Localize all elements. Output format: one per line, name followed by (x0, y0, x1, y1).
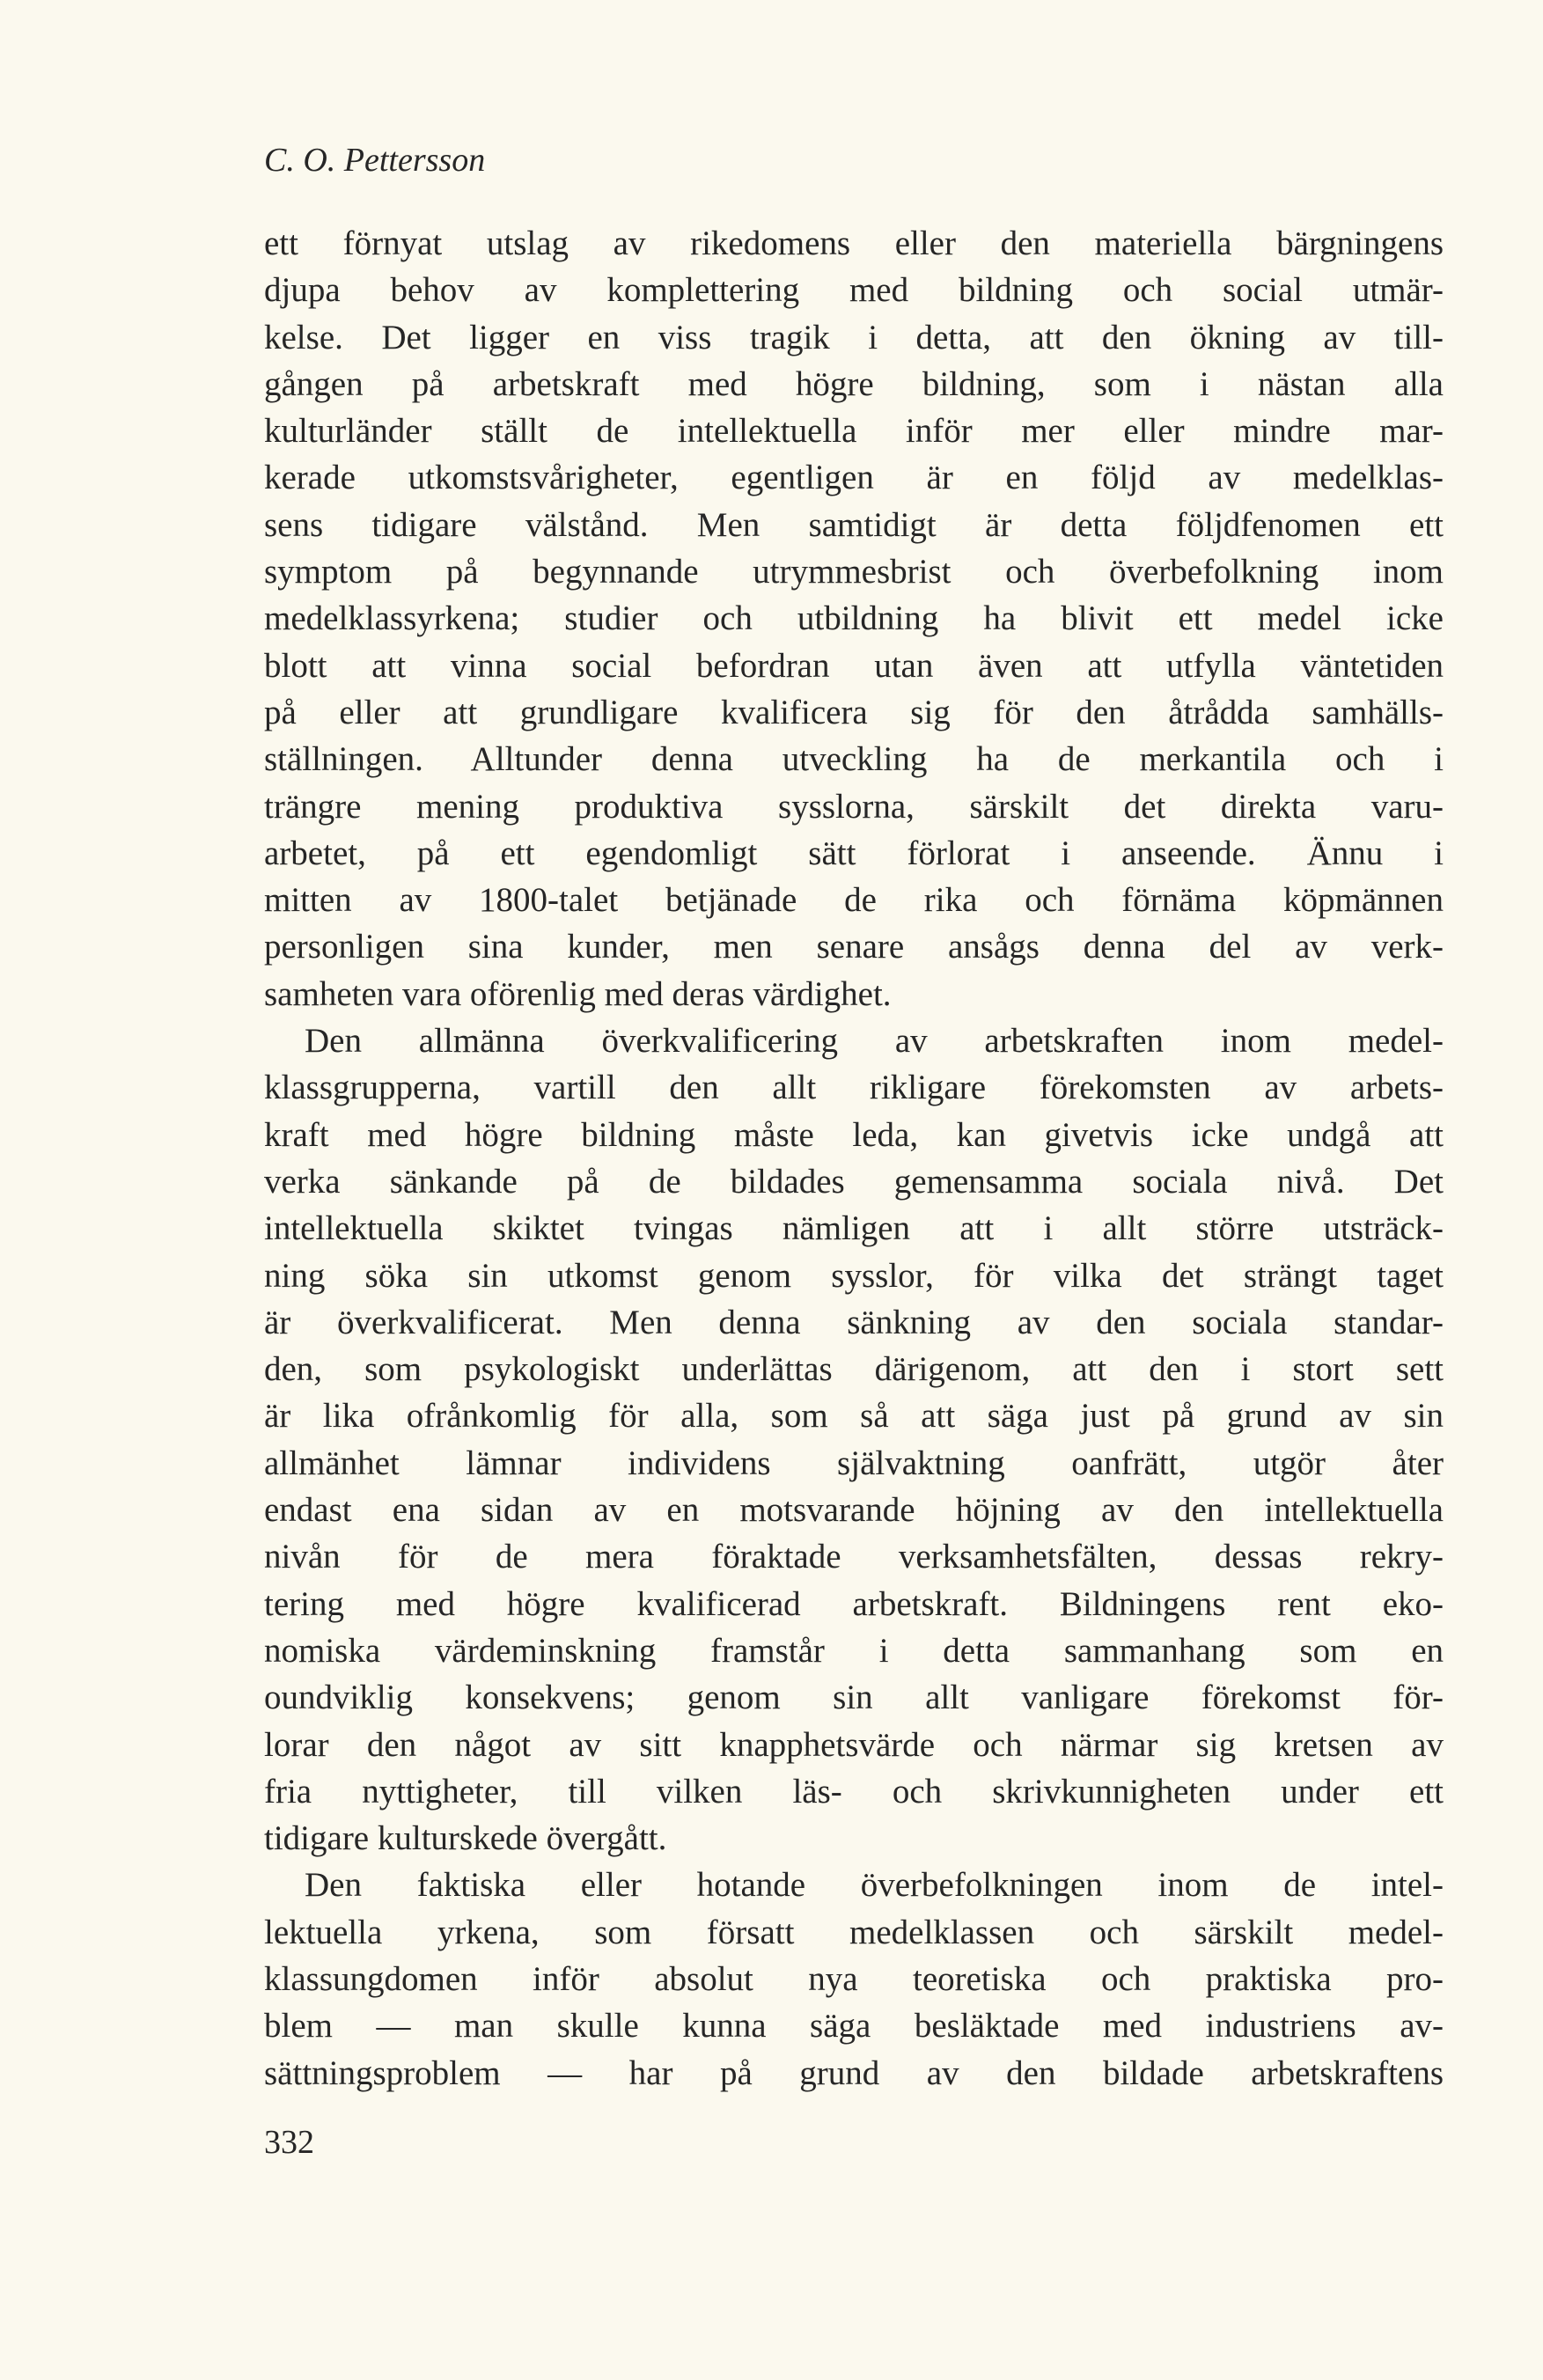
text-line: är överkvalificerat. Men denna sänkning av den sociala standar- (264, 1303, 1444, 1341)
text-line: arbetet, på ett egendomligt sätt förlorat i anseende. Ännu i (264, 834, 1444, 872)
body-text (264, 220, 1444, 2097)
text-line: ning söka sin utkomst genom sysslor, för vilka det strängt taget (264, 1256, 1444, 1295)
text-line: Den faktiska eller hotande överbefolkningen inom de intel- (305, 1866, 1444, 1905)
text-line: gången på arbetskraft med högre bildning, som i nästan alla (264, 364, 1444, 403)
text-line: kraft med högre bildning måste leda, kan givetvis icke undgå att (264, 1115, 1444, 1154)
text-line: Den allmänna överkvalificering av arbetskraften inom medel- (305, 1022, 1444, 1061)
text-line: lektuella yrkena, som försatt medelklassen och särskilt medel- (264, 1913, 1444, 1951)
text-line: sens tidigare välstånd. Men samtidigt är detta följdfenomen ett (264, 505, 1444, 544)
text-line: ställningen. Alltunder denna utveckling ha de merkantila och i (264, 740, 1444, 779)
text-line: blott att vinna social befordran utan även att utfylla väntetiden (264, 646, 1444, 685)
text-line: personligen sina kunder, men senare ansågs denna del av verk- (264, 928, 1444, 966)
text-line: oundviklig konsekvens; genom sin allt vanligare förekomst för- (264, 1678, 1444, 1717)
text-line: verka sänkande på de bildades gemensamma sociala nivå. Det (264, 1162, 1444, 1201)
text-line: endast ena sidan av en motsvarande höjning av den intellektuella (264, 1491, 1444, 1530)
text-line: ett förnyat utslag av rikedomens eller den materiella bärgningens (264, 224, 1444, 262)
text-line: djupa behov av komplettering med bildning och social utmär- (264, 271, 1444, 310)
text-line: symptom på begynnande utrymmesbrist och överbefolkning inom (264, 553, 1444, 591)
text-line: trängre mening produktiva sysslorna, särskilt det direkta varu- (264, 787, 1444, 826)
text-line: lorar den något av sitt knapphetsvärde och närmar sig kretsen av (264, 1725, 1444, 1764)
text-line: blem — man skulle kunna säga besläktade med industriens av- (264, 2007, 1444, 2046)
text-line: klassgrupperna, vartill den allt rikligare förekomsten av arbets- (264, 1069, 1444, 1107)
text-line: tering med högre kvalificerad arbetskraft. Bildningens rent eko- (264, 1584, 1444, 1623)
text-line: kelse. Det ligger en viss tragik i detta, att den ökning av till- (264, 318, 1444, 356)
text-line: samheten vara oförenlig med deras värdighet. (264, 974, 892, 1013)
text-line: fria nyttigheter, till vilken läs- och skrivkunnigheten under ett (264, 1772, 1444, 1811)
text-line: på eller att grundligare kvalificera sig för den åtrådda samhälls- (264, 693, 1444, 731)
text-line: den, som psykologiskt underlättas därigenom, att den i stort sett (264, 1350, 1444, 1389)
text-line: tidigare kulturskede övergått. (264, 1819, 667, 1858)
running-header: C. O. Pettersson (264, 142, 486, 179)
page-number: 332 (264, 2124, 314, 2161)
text-line: nivån för de mera föraktade verksamhetsfälten, dessas rekry- (264, 1538, 1444, 1576)
text-line: medelklassyrkena; studier och utbildning ha blivit ett medel icke (264, 599, 1444, 638)
text-line: allmänhet lämnar individens självaktning oanfrätt, utgör åter (264, 1443, 1444, 1482)
text-line: nomiska värdeminskning framstår i detta sammanhang som en (264, 1631, 1444, 1670)
text-line: kulturländer ställt de intellektuella inför mer eller mindre mar- (264, 412, 1444, 451)
text-line: klassungdomen inför absolut nya teoretiska och praktiska pro- (264, 1959, 1444, 1998)
text-line: kerade utkomstsvårigheter, egentligen är en följd av medelklas- (264, 459, 1444, 497)
text-line: mitten av 1800-talet betjänade de rika och förnäma köpmännen (264, 881, 1444, 920)
text-line: sättningsproblem — har på grund av den bildade arbetskraftens (264, 2053, 1444, 2092)
text-line: är lika ofrånkomlig för alla, som så att säga just på grund av sin (264, 1397, 1444, 1436)
text-line: intellektuella skiktet tvingas nämligen att i allt större utsträck- (264, 1209, 1444, 1248)
